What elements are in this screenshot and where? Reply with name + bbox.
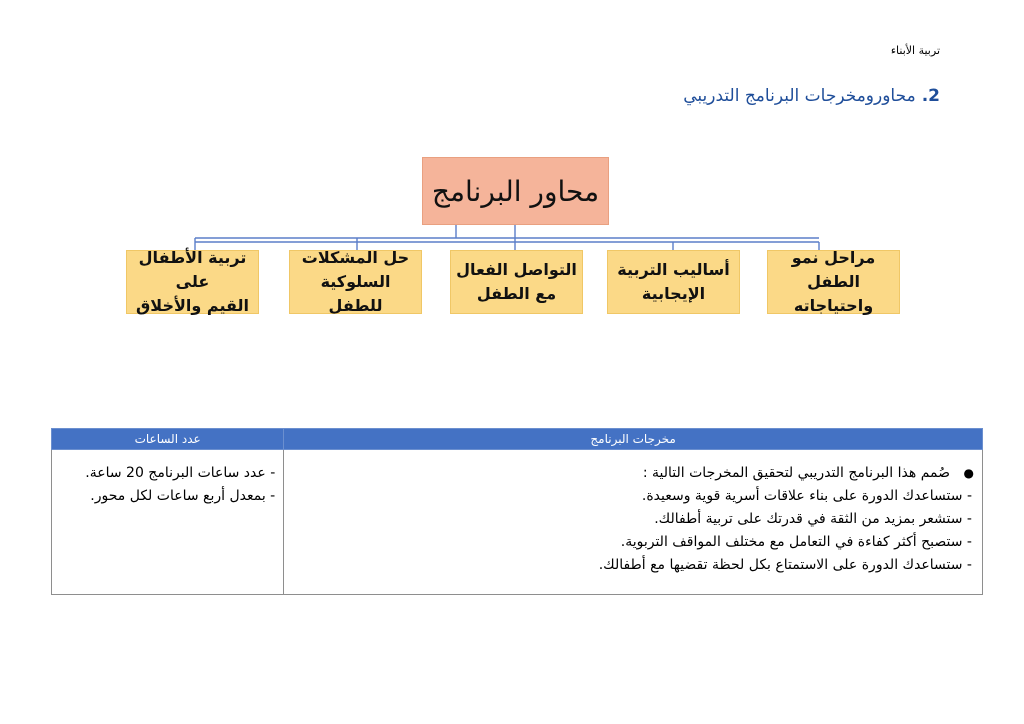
list-item: - ستشعر بمزيد من الثقة في قدرتك على تربية أطفالك. [654, 511, 972, 527]
node-line: أساليب التربية [617, 260, 730, 279]
hours-cell [52, 450, 284, 595]
list-item: - ستصبح أكثر كفاءة في التعامل مع مختلف المواقف التربوية. [620, 534, 972, 550]
node-line: تربية الأطفال على [138, 248, 247, 291]
node-line: القيم والأخلاق [136, 296, 249, 315]
bullet-icon: ● [963, 466, 974, 480]
diagram-node-behavior-problems [289, 250, 422, 314]
outcomes-cell [284, 450, 983, 595]
header-outcomes: مخرجات البرنامج [284, 429, 983, 450]
list-item: - ستساعدك الدورة على الاستمتاع بكل لحظة تقضيها مع أطفالك. [598, 557, 972, 573]
node-line: السلوكية للطفل [320, 272, 391, 315]
node-line: واحتياجاته [793, 296, 874, 315]
list-item: - بمعدل أربع ساعات لكل محور. [90, 488, 276, 504]
node-line: حل المشكلات [301, 248, 410, 267]
node-line: مع الطفل [476, 284, 557, 303]
diagram-node-communication [450, 250, 583, 314]
diagram-node-positive-parenting [607, 250, 740, 314]
table-row [52, 450, 983, 595]
list-item: - عدد ساعات البرنامج 20 ساعة. [85, 465, 276, 481]
outcomes-intro-text: صُمم هذا البرنامج التدريبي لتحقيق المخرجات التالية : [642, 465, 950, 481]
diagram-root-node: محاور البرنامج [422, 157, 609, 225]
list-item: - ستساعدك الدورة على بناء علاقات أسرية قوية وسعيدة. [641, 488, 972, 504]
header-label: تربية الأبناء [890, 44, 940, 57]
node-line: مراحل نمو الطفل [791, 248, 876, 291]
node-line: الإيجابية [641, 284, 706, 303]
header-hours: عدد الساعات [52, 429, 284, 450]
outcomes-table [51, 428, 983, 595]
table-header-row [52, 429, 983, 450]
diagram-node-child-development [767, 250, 900, 314]
section-number: 2. [921, 86, 940, 106]
section-title-text: محاورومخرجات البرنامج التدريبي [683, 86, 916, 106]
node-line: التواصل الفعال [456, 260, 577, 279]
diagram-node-values [126, 250, 259, 314]
section-title [683, 86, 940, 106]
outcomes-intro [292, 462, 974, 485]
